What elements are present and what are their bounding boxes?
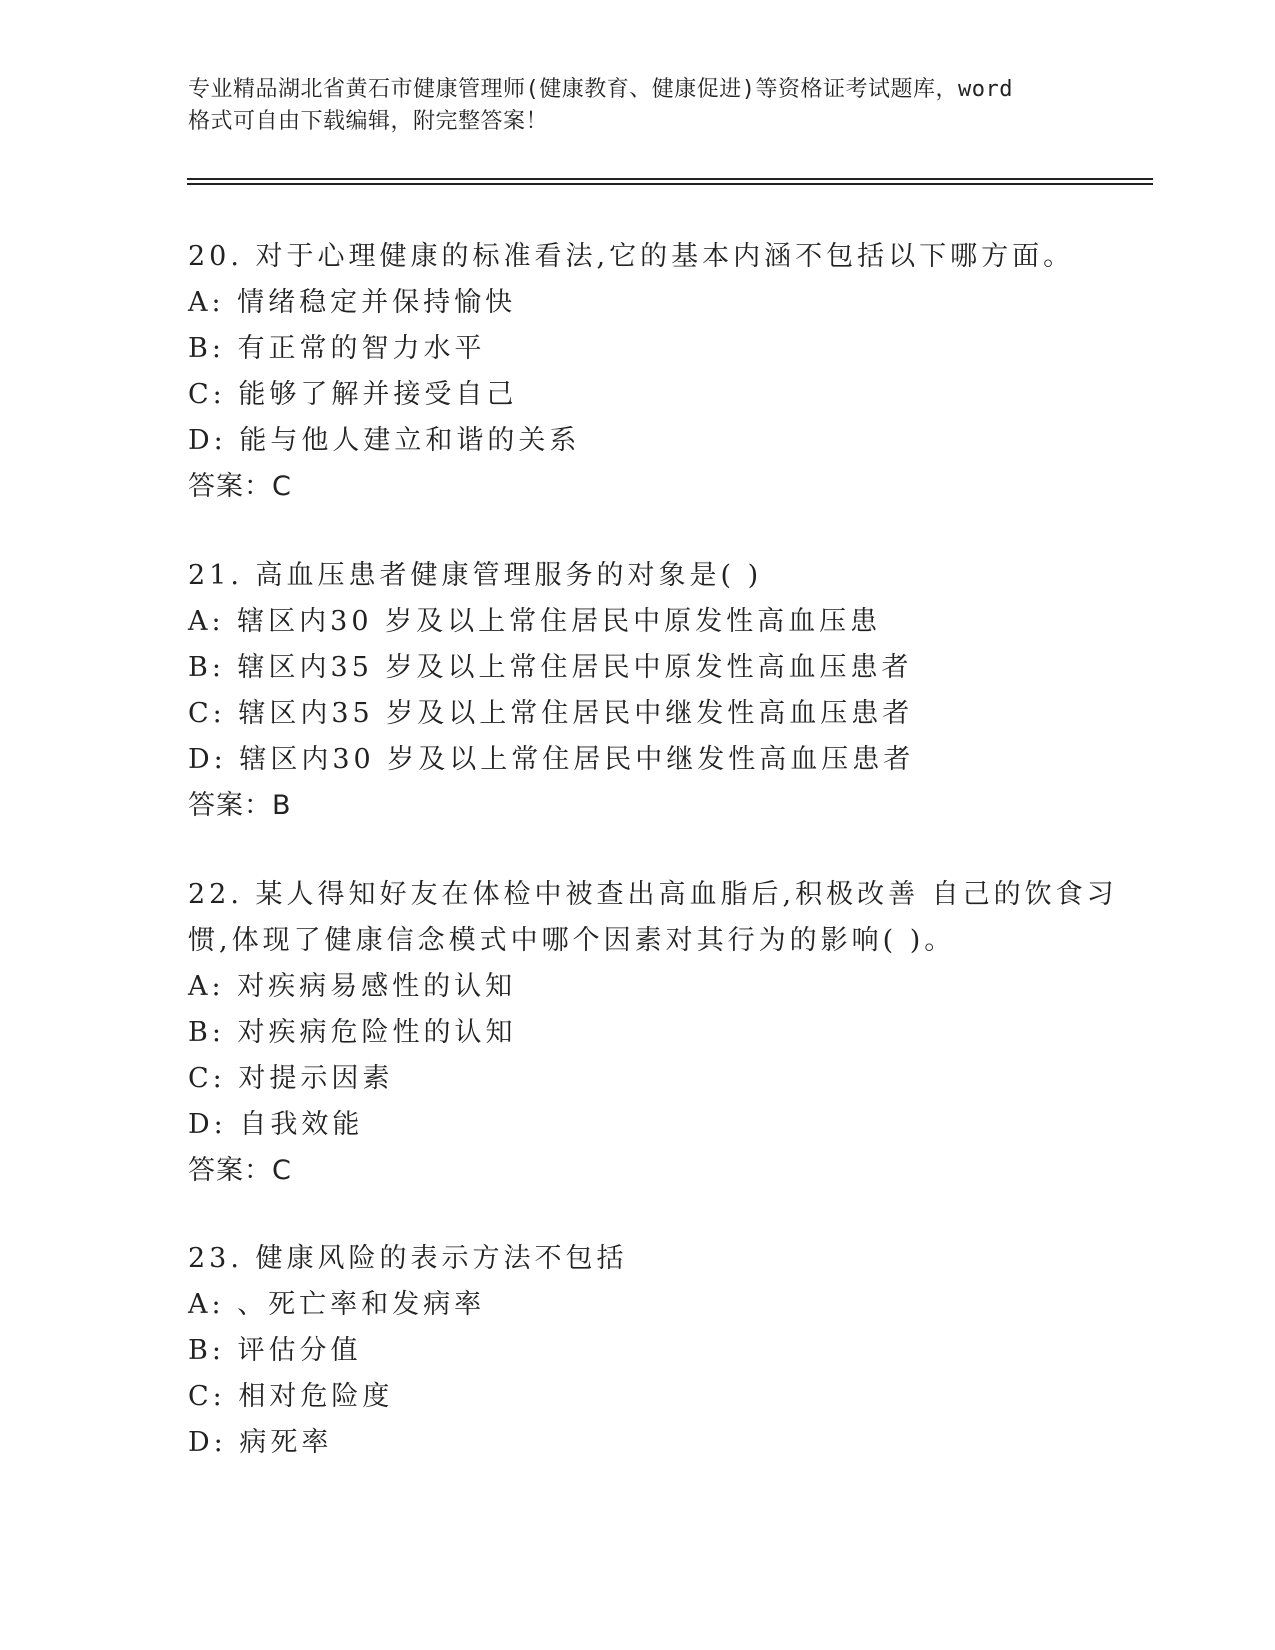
option-a: A: 情绪稳定并保持愉快 xyxy=(188,287,517,318)
question-stem-line-1: 22. 某人得知好友在体检中被查出高血脂后,积极改善 自己的饮食习 xyxy=(188,879,1118,910)
option-c: C: 能够了解并接受自己 xyxy=(188,379,518,410)
option-b: B: 辖区内35 岁及以上常住居民中原发性高血压患者 xyxy=(188,652,913,683)
option-c: C: 对提示因素 xyxy=(188,1063,394,1094)
question-22 xyxy=(188,872,1118,1194)
header-line-2: 格式可自由下载编辑，附完整答案！ xyxy=(188,109,549,134)
header-divider-bottom xyxy=(187,183,1153,185)
document-header xyxy=(188,74,1088,138)
option-b: B: 有正常的智力水平 xyxy=(188,333,486,364)
question-21 xyxy=(188,553,1118,829)
answer-text: 答案：B xyxy=(188,790,292,821)
option-a: A: 、死亡率和发病率 xyxy=(188,1289,486,1320)
option-c: C: 辖区内35 岁及以上常住居民中继发性高血压患者 xyxy=(188,698,914,729)
header-divider-top xyxy=(187,178,1153,180)
answer-text: 答案：C xyxy=(188,471,292,502)
option-a: A: 辖区内30 岁及以上常住居民中原发性高血压患 xyxy=(188,606,882,637)
answer-text: 答案：C xyxy=(188,1155,292,1186)
header-line-1: 专业精品湖北省黄石市健康管理师(健康教育、健康促进)等资格证考试题库，word xyxy=(188,77,1013,102)
option-d: D: 辖区内30 岁及以上常住居民中继发性高血压患者 xyxy=(188,744,915,775)
option-d: D: 病死率 xyxy=(188,1427,333,1458)
question-stem: 23. 健康风险的表示方法不包括 xyxy=(188,1243,628,1274)
option-c: C: 相对危险度 xyxy=(188,1381,394,1412)
option-a: A: 对疾病易感性的认知 xyxy=(188,971,517,1002)
option-d: D: 能与他人建立和谐的关系 xyxy=(188,425,581,456)
option-b: B: 评估分值 xyxy=(188,1335,362,1366)
option-b: B: 对疾病危险性的认知 xyxy=(188,1017,517,1048)
question-stem-line-2: 惯,体现了健康信念模式中哪个因素对其行为的影响( )。 xyxy=(188,925,956,956)
question-stem: 20. 对于心理健康的标准看法,它的基本内涵不包括以下哪方面。 xyxy=(188,241,1075,272)
question-23 xyxy=(188,1236,1118,1466)
question-20 xyxy=(188,234,1118,510)
question-stem: 21. 高血压患者健康管理服务的对象是( ) xyxy=(188,560,763,591)
option-d: D: 自我效能 xyxy=(188,1109,364,1140)
